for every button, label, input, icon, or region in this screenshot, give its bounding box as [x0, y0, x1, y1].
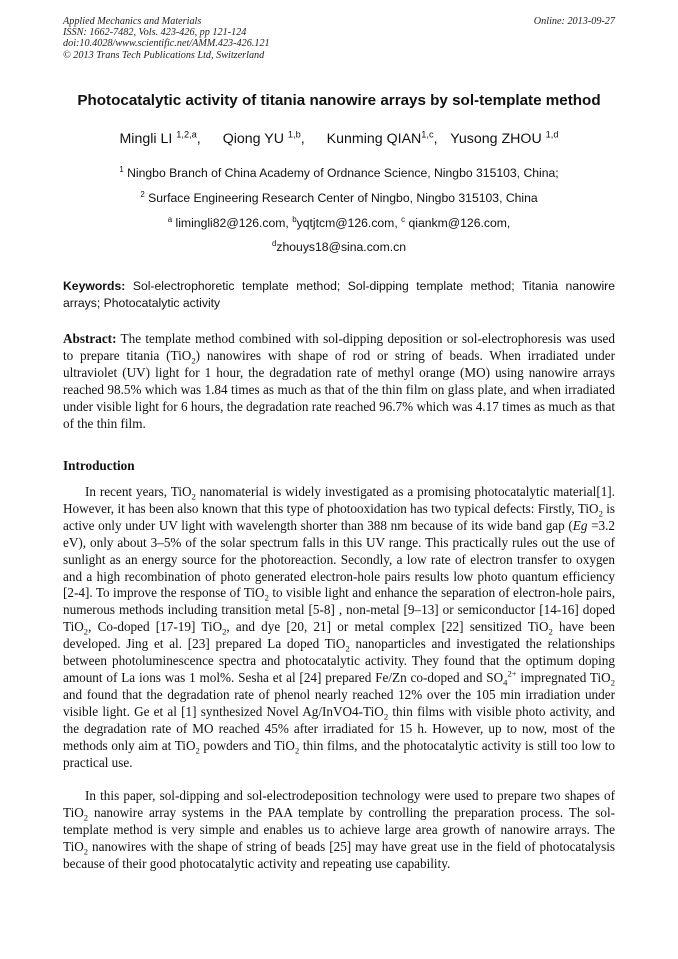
- keywords: Keywords: Sol-electrophoretic template method; Sol-dipping template method; Titania nanowire arrays; Photocatalytic activity: [63, 279, 615, 310]
- section-heading-introduction: Introduction: [63, 458, 135, 473]
- author: Qiong YU $^{1,b}$,: [222, 129, 305, 147]
- abstract-label: Abstract:: [63, 331, 117, 346]
- online-date: Online: 2013-09-27: [533, 16, 615, 27]
- affiliation-2: $^2$ Surface Engineering Research Center of Ningbo, Ningbo 315103, China: [140, 189, 538, 205]
- keywords-label: Keywords:: [63, 279, 126, 293]
- author: Kunming QIAN$^{1,c}$,: [326, 129, 438, 147]
- author-list: [0, 131, 678, 147]
- author: Mingli LI $^{1,2,a}$,: [119, 129, 201, 147]
- copyright-line: © 2013 Trans Tech Publications Ltd, Switzerland: [63, 49, 265, 61]
- doi-line: doi:10.4028/www.scientific.net/AMM.423-426.121: [63, 38, 270, 50]
- author: Yusong ZHOU $^{1,d}$: [450, 129, 559, 147]
- paper-title: Photocatalytic activity of titania nanowire arrays by sol-template method: [77, 92, 601, 109]
- journal-header: [63, 16, 615, 61]
- journal-name: Applied Mechanics and Materials: [63, 16, 202, 27]
- abstract: Abstract: The template method combined with sol-dipping deposition or sol-electrophoresis was used to prepare titania (TiO$_2$) nanowires with shape of rod or string of beads. When irradiated under ultraviolet (UV) light for 1 hour, the degradation rate of methyl orange (MO) using nanowire arrays reached 98.5% which was 1.84 times as much as that of the thin film on glass plate, and when irradiated under visible light for 6 hours, the degradation rate reached 96.7% which was 4.17 times as much as that of the thin film.: [63, 331, 615, 431]
- email-line-2: $^d$zhouys18@sina.com.cn: [272, 238, 406, 254]
- intro-paragraph-2: In this paper, sol-dipping and sol-electrodeposition technology were used to prepare two shapes of TiO$_2$ nanowire array systems in the PAA template by controlling the preparation process. The sol-template method is very simple and enables us to achieve large area growth of nanowire arrays. The TiO$_2$ nanowires with the shape of string of beads [25] may have great use in the field of photocatalysis because of their good photocatalytic activity and repeating use capability.: [63, 788, 615, 871]
- affiliation-1: $^1$ Ningbo Branch of China Academy of Ordnance Science, Ningbo 315103, China;: [119, 164, 559, 180]
- issn-line: ISSN: 1662-7482, Vols. 423-426, pp 121-124: [63, 27, 247, 39]
- email-line-1: $^a$ limingli82@126.com, $^b$yqtjtcm@126.com, $^c$ qiankm@126.com,: [167, 214, 511, 230]
- intro-paragraph-1: In recent years, TiO$_2$ nanomaterial is widely investigated as a promising photocatalytic material[1]. However, it has been also known that this type of photooxidation has two typical defects: Firstly, TiO$_2$ is active only under UV light with wavelength shorter than 388 nm because of its wide band gap (Eg =3.2 eV), only about 3–5% of the solar spectrum falls in this UV range. This practically rules out the use of sunlight as an energy source for the photoreaction. Secondly, a low rate of electron transfer to oxygen and a high recombination of photo generated electron-hole pairs results low photo quantum efficiency [2-4]. To improve the response of TiO$_2$ to visible light and enhance the separation of electron-hole pairs, numerous methods including transition metal [5-8] , non-metal [9–13] or semiconductor [14-16] doped TiO$_2$, Co-doped [17-19] TiO$_2$, and dye [20, 21] or metal complex [22] sensitized TiO$_2$ have been developed. Jing et al. [23] prepared La doped TiO$_2$ nanoparticles and investigated the relationships between photoluminescence spectra and photocatalytic activity. They found that the optimum doping amount of La ions was 1 mol%. Sesha et al [24] prepared Fe/Zn co-doped and $SO_4^{2+}$ impregnated TiO$_2$ and found that the degradation rate of phenol nearly reached 12% over the 105 min irradiation under visible light. Ge et al [1] synthesized Novel Ag/InVO4-TiO$_2$ thin films with visible photo activity, and the degradation rate of MO reached 45% after irradiated for 15 h. However, up to now, most of the methods only aim at TiO$_2$ powders and TiO$_2$ thin films, and the photocatalytic activity is still too low to practical use.: [63, 484, 616, 770]
